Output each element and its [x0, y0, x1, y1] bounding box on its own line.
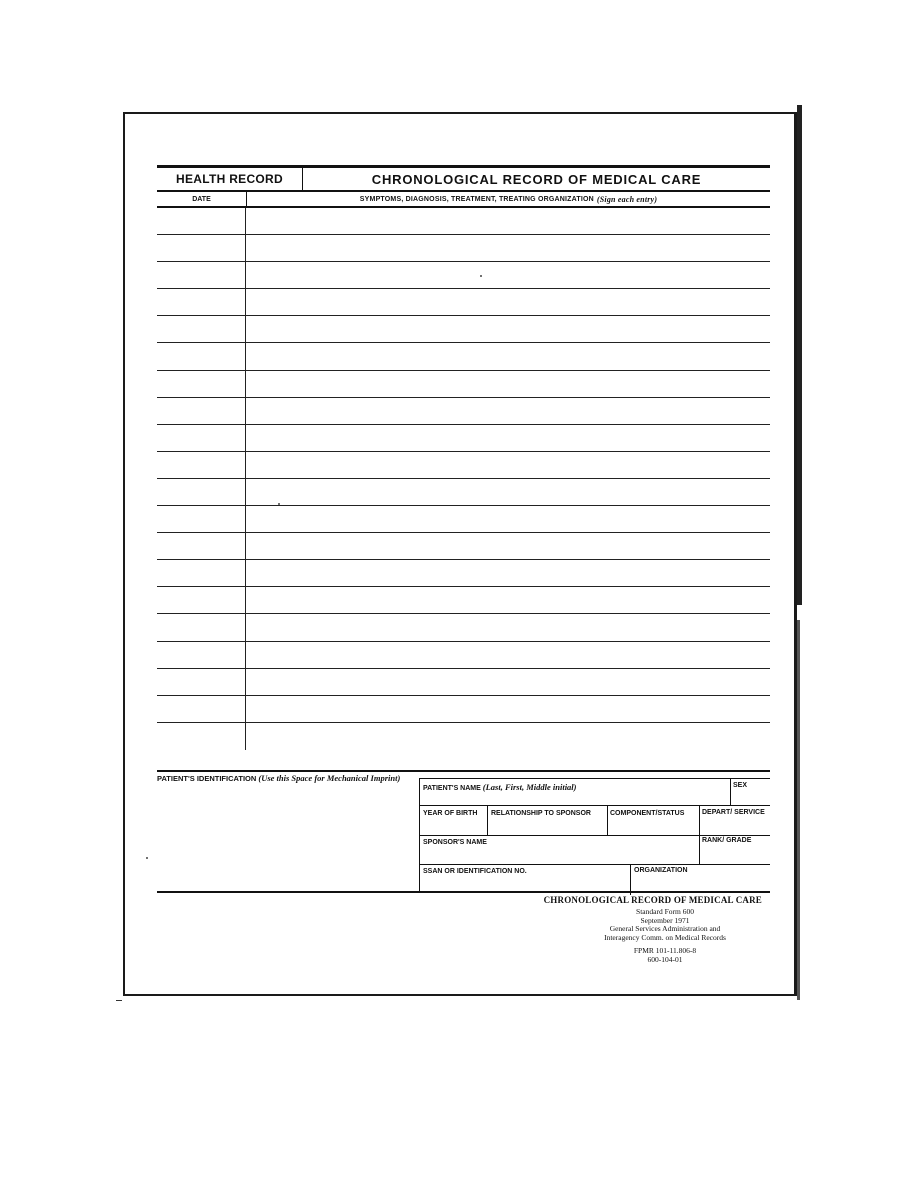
entry-row [157, 452, 770, 479]
entry-cell[interactable] [246, 425, 770, 451]
footer-form-info [540, 908, 790, 942]
sex-field[interactable]: SEX [733, 782, 748, 789]
entry-row [157, 316, 770, 343]
entry-row [157, 533, 770, 560]
entry-cell[interactable] [246, 289, 770, 315]
entry-cell[interactable] [246, 614, 770, 640]
grid-divider [487, 805, 488, 835]
year-of-birth-field[interactable]: YEAR OF BIRTH [423, 810, 478, 817]
patient-name-field[interactable] [423, 782, 577, 792]
date-cell[interactable] [157, 262, 246, 288]
entry-cell[interactable] [246, 560, 770, 586]
depart-service-field[interactable]: DEPART/ SERVICE [702, 809, 765, 816]
entry-cell[interactable] [246, 587, 770, 613]
organization-field[interactable]: ORGANIZATION [634, 867, 688, 874]
entry-row [157, 398, 770, 425]
footer-codes [540, 947, 790, 964]
footer-stock-number: 600-104-01 [647, 954, 683, 964]
grid-divider [730, 778, 731, 805]
date-cell[interactable] [157, 479, 246, 505]
date-cell[interactable] [157, 696, 246, 722]
entry-cell[interactable] [246, 343, 770, 369]
entry-cell[interactable] [246, 262, 770, 288]
date-cell[interactable] [157, 235, 246, 261]
patient-identification-section [157, 770, 770, 893]
date-cell[interactable] [157, 587, 246, 613]
entry-row [157, 425, 770, 452]
entry-row [157, 642, 770, 669]
grid-divider [699, 805, 700, 864]
entry-row [157, 235, 770, 262]
footer-fpmr: FPMR 101-11.806-8 [633, 946, 697, 955]
entry-cell[interactable] [246, 208, 770, 234]
date-cell[interactable] [157, 316, 246, 342]
identification-title: PATIENT'S IDENTIFICATION [157, 774, 257, 783]
entry-row [157, 614, 770, 641]
entry-row [157, 560, 770, 587]
date-cell[interactable] [157, 560, 246, 586]
ssan-field[interactable]: SSAN OR IDENTIFICATION NO. [423, 868, 527, 875]
date-cell[interactable] [157, 614, 246, 640]
column-header [157, 192, 770, 208]
entry-cell[interactable] [246, 371, 770, 397]
entry-cell[interactable] [246, 696, 770, 722]
grid-rule [420, 778, 770, 779]
speck [146, 857, 148, 859]
entry-row [157, 208, 770, 235]
date-cell[interactable] [157, 669, 246, 695]
entry-row [157, 262, 770, 289]
grid-divider [607, 805, 608, 835]
patient-name-label: PATIENT'S NAME [423, 785, 481, 792]
entry-row [157, 479, 770, 506]
medical-care-form [157, 165, 770, 750]
footer-form-number: Standard Form 600 [636, 907, 694, 916]
health-record-title: HEALTH RECORD [157, 168, 303, 190]
entry-rows [157, 208, 770, 750]
grid-rule [420, 805, 770, 806]
relationship-field[interactable]: RELATIONSHIP TO SPONSOR [491, 810, 591, 817]
rank-grade-field[interactable]: RANK/ GRADE [702, 837, 752, 844]
symptoms-column-note: (Sign each entry) [596, 194, 658, 204]
entry-row [157, 371, 770, 398]
sponsor-name-field[interactable]: SPONSOR'S NAME [423, 839, 487, 846]
date-cell[interactable] [157, 343, 246, 369]
footer-agency-1: General Services Administration and [609, 924, 721, 933]
symptoms-column-label: SYMPTOMS, DIAGNOSIS, TREATMENT, TREATING ORGANIZATION [359, 195, 594, 203]
patient-info-grid [419, 778, 770, 891]
entry-cell[interactable] [246, 669, 770, 695]
footer-title: CHRONOLOGICAL RECORD OF MEDICAL CARE [543, 895, 762, 905]
entry-row [157, 289, 770, 316]
form-footer [540, 895, 790, 964]
date-cell[interactable] [157, 452, 246, 478]
entry-row [157, 723, 770, 750]
date-cell[interactable] [157, 533, 246, 559]
date-cell[interactable] [157, 289, 246, 315]
entry-cell[interactable] [246, 506, 770, 532]
entry-cell[interactable] [246, 642, 770, 668]
grid-divider [630, 864, 631, 895]
speck [480, 275, 482, 277]
page-edge-shadow [797, 105, 802, 605]
corner-mark [116, 1000, 122, 1001]
footer-agency-2: Interagency Comm. on Medical Records [604, 932, 726, 942]
date-column-header: DATE [157, 192, 247, 206]
form-title: CHRONOLOGICAL RECORD OF MEDICAL CARE [371, 171, 702, 187]
symptoms-column-header [247, 192, 770, 206]
date-cell[interactable] [157, 506, 246, 532]
entry-cell[interactable] [246, 398, 770, 424]
speck [278, 503, 280, 505]
identification-note: (Use this Space for Mechanical Imprint) [258, 773, 401, 783]
title-row [157, 168, 770, 192]
entry-row [157, 343, 770, 370]
entry-cell[interactable] [246, 479, 770, 505]
entry-row [157, 669, 770, 696]
grid-rule [420, 835, 770, 836]
date-cell[interactable] [157, 723, 246, 750]
entry-cell[interactable] [246, 452, 770, 478]
date-cell[interactable] [157, 398, 246, 424]
date-cell[interactable] [157, 371, 246, 397]
entry-cell[interactable] [246, 723, 770, 750]
patient-name-note: (Last, First, Middle initial) [482, 782, 577, 792]
entry-row [157, 696, 770, 723]
footer-form-date: September 1971 [640, 915, 690, 925]
entry-cell[interactable] [246, 235, 770, 261]
grid-rule [420, 864, 770, 865]
entry-cell[interactable] [246, 533, 770, 559]
component-status-field[interactable]: COMPONENT/STATUS [610, 810, 685, 817]
page-edge-shadow-lower [797, 620, 800, 1000]
patient-identification-label [157, 774, 417, 783]
date-cell[interactable] [157, 208, 246, 234]
date-cell[interactable] [157, 642, 246, 668]
entry-row [157, 506, 770, 533]
entry-cell[interactable] [246, 316, 770, 342]
date-cell[interactable] [157, 425, 246, 451]
entry-row [157, 587, 770, 614]
